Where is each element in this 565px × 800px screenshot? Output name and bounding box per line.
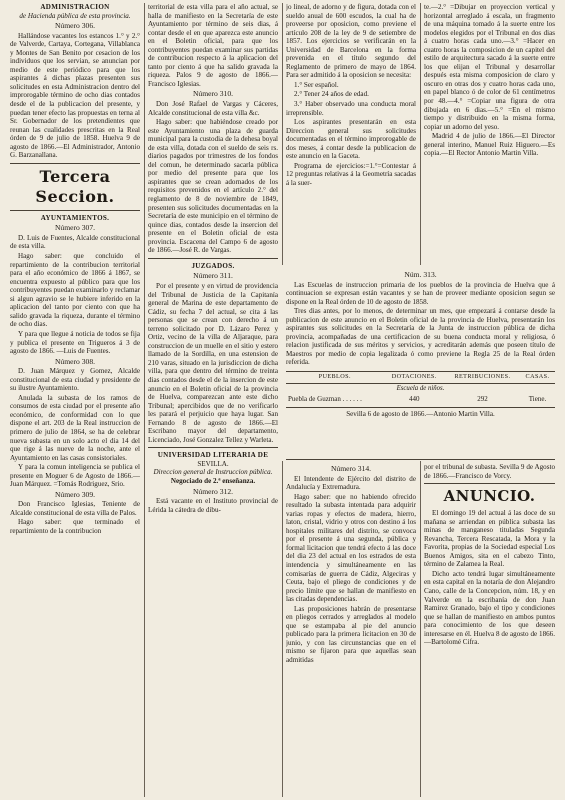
divider [286, 459, 555, 460]
notice-number: Número 307. [54, 223, 96, 233]
table-cell: 440 [408, 395, 420, 404]
divider [286, 407, 555, 408]
notice-signature: Madrid 4 de julio de 1866.—El Director general interino, Manuel Ruiz Higuero.—Es copia.—El Rector Antonio Martin Villa. [424, 132, 555, 158]
notice-text: Hallándose vacantes los estancos 1.° y 2.° de Valverde, Cartaya, Cortegana, Villablanca y Montes de San Benito por cesacion de los individuos que los servian, se anuncian por medio de este periódico para que los aspirantes á dichas plazas presenten sus solicitudes en esta Administracion dentro del improrogable término de ocho dias contados desde el de la publicacion del presente, y puedan tener efecto las propuestas en terna al Sr. Gobernador de los pretendientes que reunan las cualidades prescritas en la Real órden de 9 de julio de 1858. Huelva 9 de agosto de 1866.—El Administrador, Antonio G. Barzanallana. [10, 31, 140, 160]
column-3-bottom [286, 463, 416, 797]
notice-text: jo lineal, de adorno y de figura, dotada con el sueldo anual de 600 escudos, la cual ha de proveerse por oposicion, como previene el artículo 208 de la ley de 9 de setiembre de 1857. Los ejercicios se verificarán en la Universidad de Barcelona en la forma prevenida en el título segundo del Reglamento de primero de mayo de 1864. Para ser admitido á la oposicion se necesita: [286, 3, 416, 80]
notice-text: Las proposiciones habrán de presentarse en pliegos cerrados y arreglados al modelo que se estampaba al pie del anuncio publicado para la primera licitacion en 30 de junio, y con las circunstancias que en el mismo se fijaron para que aquellas sean admitidas [286, 604, 416, 665]
notice-number: Número 308. [54, 356, 96, 366]
divider [148, 258, 278, 259]
newspaper-page [10, 3, 555, 797]
section-heading: AYUNTAMIENTOS. [40, 213, 110, 222]
notice-number: Número 310. [192, 89, 234, 99]
notice-313 [286, 269, 555, 457]
section-heading: JUZGADOS. [191, 261, 235, 270]
divider [10, 210, 140, 211]
notice-text: por el tribunal de subasta. Sevilla 9 de Agosto de 1866.—Francisco de Vorcy. [424, 463, 555, 480]
column-2 [148, 3, 278, 797]
section-subheading: SEVILLA. [197, 459, 229, 468]
table-row [286, 394, 555, 405]
column-rule-2 [282, 3, 283, 265]
notice-text: Está vacante en el Instituto provincial de Lérida la cátedra de dibu- [148, 497, 278, 514]
table-cell: 292 [477, 395, 488, 404]
notice-text: Programa de ejercicios:=1.°=Contestar á 12 preguntas relativas á la Geometría sacadas á la suer- [286, 161, 416, 187]
notice-text: Las Escuelas de instruccion primaria de los pueblos de la provincia de Huelva que á continuacion se expresan están vacantes y se han de proveer mediante oposicion segun se dispone en la Real órden de 10 de agosto de 1858. [286, 280, 555, 306]
notice-text: Por el presente y en virtud de providencia del Tribunal de Justicia de la Capitanía general de Marina de este departamento de Cádiz, su fecha 7 del actual, se cita á las personas que se crean con derecho á un terreno solicitado por D. Lázaro Perez y Ortiz, vecino de la villa de Aljaraque, para construccion de un muelle en el sitio y estero llamado de la Sordilla, en una estension de 210 varas, situado en la jurisdiccion de dicha villa, para que dentro del término de treinta dias contados desde el de la insercion de este anuncio en el Boletin oficial de la provincia de Huelva, comparezcan ante este dicho Tribunal; apercibidos que de no verificarlo les parará el perjuicio que haya lugar. San Fernando 8 de agosto de 1866.—El Escribano mayor del departamento, Licenciado, José Gonzalez Tellez y Warleta. [148, 281, 278, 444]
column-1 [10, 3, 140, 797]
section-subheading: de Hacienda pública de esta provincia. [19, 11, 131, 20]
column-4-top [424, 3, 555, 265]
notice-text: Don Francisco Iglesias, Teniente de Alcalde constitucional de esta villa de Palos. [10, 500, 140, 517]
section-title: ANUNCIO. [443, 487, 536, 506]
notice-text: El Intendente de Ejército del distrito de Andalucía y Extremadura. [286, 474, 416, 492]
notice-text: Los aspirantes presentarán en esta Direccion general sus solicitudes documentadas en el término improrogable de dos meses, á contar desde la publicacion de este anuncio en la Gaceta. [286, 118, 416, 161]
requirement-item: 3.° Haber observado una conducta moral irreprensible. [286, 100, 416, 117]
notice-number: Número 306. [54, 21, 96, 31]
table-header: CASAS. [520, 372, 555, 384]
section-subheading: Direccion general de Instruccion pública. [153, 468, 273, 477]
table-cell: Tiene. [528, 395, 547, 404]
notice-text: Anulada la subasta de los ramos de consumos de esta ciudad por el presente año económico, de conformidad con lo que dispone el art. 203 de la Real instruccion de primero de julio de 1864, se ha de celebrar nueva subasta en un solo acto el dia 14 del que rige á las nueve de la noche, ante el Ayuntamiento en las casas consistoriales. [10, 393, 140, 462]
notice-text: Hago saber: que habiéndose creado por este Ayuntamiento una plaza de guarda municipal para la custodia de la dehesa boyal de esta villa, dotada con el sueldo de seis rs. diarios pagados por trimestres de los fondos del comun, he determinado sacarla pública por medio del presente para que los aspirantes que se crean adornados de los requisitos prevenidos en el artículo 2.° del reglamento de 8 de noviembre de 1849, presenten sus solicitudes documentadas en la Secretaría de este municipio en el término de quince dias, contados desde la insercion del presente en el Boletin oficial de esta provincia. Escacena del Campo 6 de agosto de 1866.—José R. de Vargas. [148, 118, 278, 255]
section-heading: ADMINISTRACION [40, 3, 110, 11]
column-rule-3b [420, 461, 421, 797]
notice-text: Y para la comun inteligencia se publica el presente en Moguer 6 de Agosto de 1866.—Juan Márquez. =Tomás Rodriguez, Srio. [10, 463, 140, 489]
column-4-bottom [424, 463, 555, 797]
divider [424, 483, 555, 484]
column-rule-2b [282, 461, 283, 797]
table-cell: Puebla de Guzman . . . . . . [288, 395, 362, 404]
table-header: PUEBLOS. [286, 372, 384, 384]
notice-text: Hago saber: que terminado el repartimiento de la contribucion [10, 518, 140, 535]
column-rule-1 [144, 3, 145, 797]
notice-text: Dicho acto tendrá lugar simultáneamente en esta capital en la notaría de don Alejandro Cano, calle de la Concepcion, núm. 18, y en Valverde en la escribanía de don Juan Ramirez Granado, bajo el tipo y condiciones que se hallan de manifiesto en ambos puntos para conocimiento de los que deseen interesarse en él. Huelva 8 de agosto de 1866.—Bartolomé Cifra. [424, 569, 555, 647]
schools-table [286, 371, 555, 405]
notice-signature: Sevilla 6 de agosto de 1866.—Antonio Martin Villa. [346, 409, 495, 418]
notice-text: El domingo 19 del actual á las doce de su mañana se arriendan en pública subasta las minas de manganeso tituladas Segunda Revancha, Tercera Rescatada, la Mora y la Favorita, propias de la Sociedad especial Los Buenos Amigos, sita en el cabezo Tinto, término de Zalamea la Real. [424, 509, 555, 569]
section-subheading: Negociado de 2.ª enseñanza. [170, 476, 256, 485]
notice-text: Tres dias antes, por lo menos, de determinar un mes, que empezará á contarse desde la publicacion de este anuncio en el Boletin oficial de la provincia de Huelva, presentarán los aspirantes sus solicitudes en la Secretaría de la Junta de instruccion pública de dicha provincia, acompañadas de una certificacion de su buena conducta moral y religiosa, ó relacion justificada de sus méritos y servicios, y acreditarán además que poseen título de Maestros por medio de copia legalizada ó como previene la Regla 25 de la Real órden referida. [286, 307, 555, 367]
notice-number: Número 314. [330, 464, 372, 473]
table-header: RETRIBUCIONES. [445, 372, 520, 384]
notice-number: Número 309. [54, 489, 96, 499]
notice-number: Número 312. [192, 486, 234, 496]
divider [148, 447, 278, 448]
notice-text: Y para que llegue á noticia de todos se fija y publica el presente en Trigueros á 3 de agosto de 1866. —Luis de Fuentes. [10, 329, 140, 356]
notice-text: Hago saber: que concluido el repartimiento de la contribucion territorial para el año económico de 1866 á 1867, se encuentra expuesto al público para que los contribuyentes puedan examinarlo y reclamar si algun agravio se le hubiere inferido en la aplicacion del tanto por ciento con que ha salido gravada la riqueza, durante el término de ocho dias. [10, 252, 140, 329]
section-title: Tercera Seccion. [35, 166, 115, 206]
notice-text: Don José Rafael de Vargas y Cáceres, Alcalde constitucional de esta villa &c. [148, 100, 278, 117]
notice-text: te.—2.° =Dibujar en proyeccion vertical y horizontal arreglado á escala, un fragmento de una máquina tomado á la suerte entre los modelos elegidos por el Tribunal en dos dias á cuatro horas cada uno.—3.° =Hacer en cuatro horas la composicion de un capitel del estilo de arquitectura sacado á la suerte entre los que elijan el Tribunal y desarrollar después esta misma composicion de claro y oscuro en otras dos y cuatro horas cada uno, en papel blanco ó de color de 61 centímetros por 48.—4.° =Copiar una figura de otra dibujada en 6 dias.—5.° =En el mismo tiempo y distribuido en la misma forma, copiar un adorno del yeso. [424, 3, 555, 131]
notice-text: D. Juan Márquez y Gomez, Alcalde constitucional de esta ciudad y presidente de su ilustre Ayuntamiento. [10, 367, 140, 393]
section-heading: UNIVERSIDAD LITERARIA DE [157, 451, 269, 460]
notice-text: territorial de esta villa para el año actual, se halla de manifiesto en la Secretaría de este Ayuntamiento por término de seis dias, á contar desde el en que aparezca este anuncio en el Boletin oficial, para que los contribuyentes puedan examinar sus partidas de contribucion respecto á la aplicacion del tanto por ciento á que ha salido gravada la riqueza. Palos 9 de agosto de 1866.—Francisco Iglesias. [148, 3, 278, 88]
requirement-item: 1.° Ser español. [294, 80, 339, 89]
table-subheader: Escuela de niños. [396, 384, 445, 392]
divider [10, 163, 140, 164]
notice-text: D. Luis de Fuentes, Alcalde constitucional de esta villa. [10, 233, 140, 251]
notice-number: Número 311. [193, 271, 233, 281]
notice-number: Núm. 313. [404, 270, 437, 279]
column-3-top [286, 3, 416, 265]
notice-text: Hago saber: que no habiendo ofrecido resultado la subasta intentada para adquirir varias ropas y efectos de madera, hierro, laton, cristal, vidrio y otros con destino á los hospitales militares del distrito, se convoca por el presente á una segunda, pública y formal licitacion que tendrá efecto á las doce del dia 23 del actual en los estrados de esta intendencia y simultáneamente en las comisarías de guerra de Cádiz, Algeciras y Ceuta, bajo el pliego de condiciones y de precio límite que se hallan de manifiesto en las citadas dependencias. [286, 492, 416, 604]
column-rule-3 [420, 3, 421, 265]
table-header-row [286, 372, 555, 384]
table-header: DOTACIONES. [384, 372, 445, 384]
requirement-item: 2.° Tener 24 años de edad. [294, 90, 369, 99]
table-subheader-row [286, 383, 555, 394]
